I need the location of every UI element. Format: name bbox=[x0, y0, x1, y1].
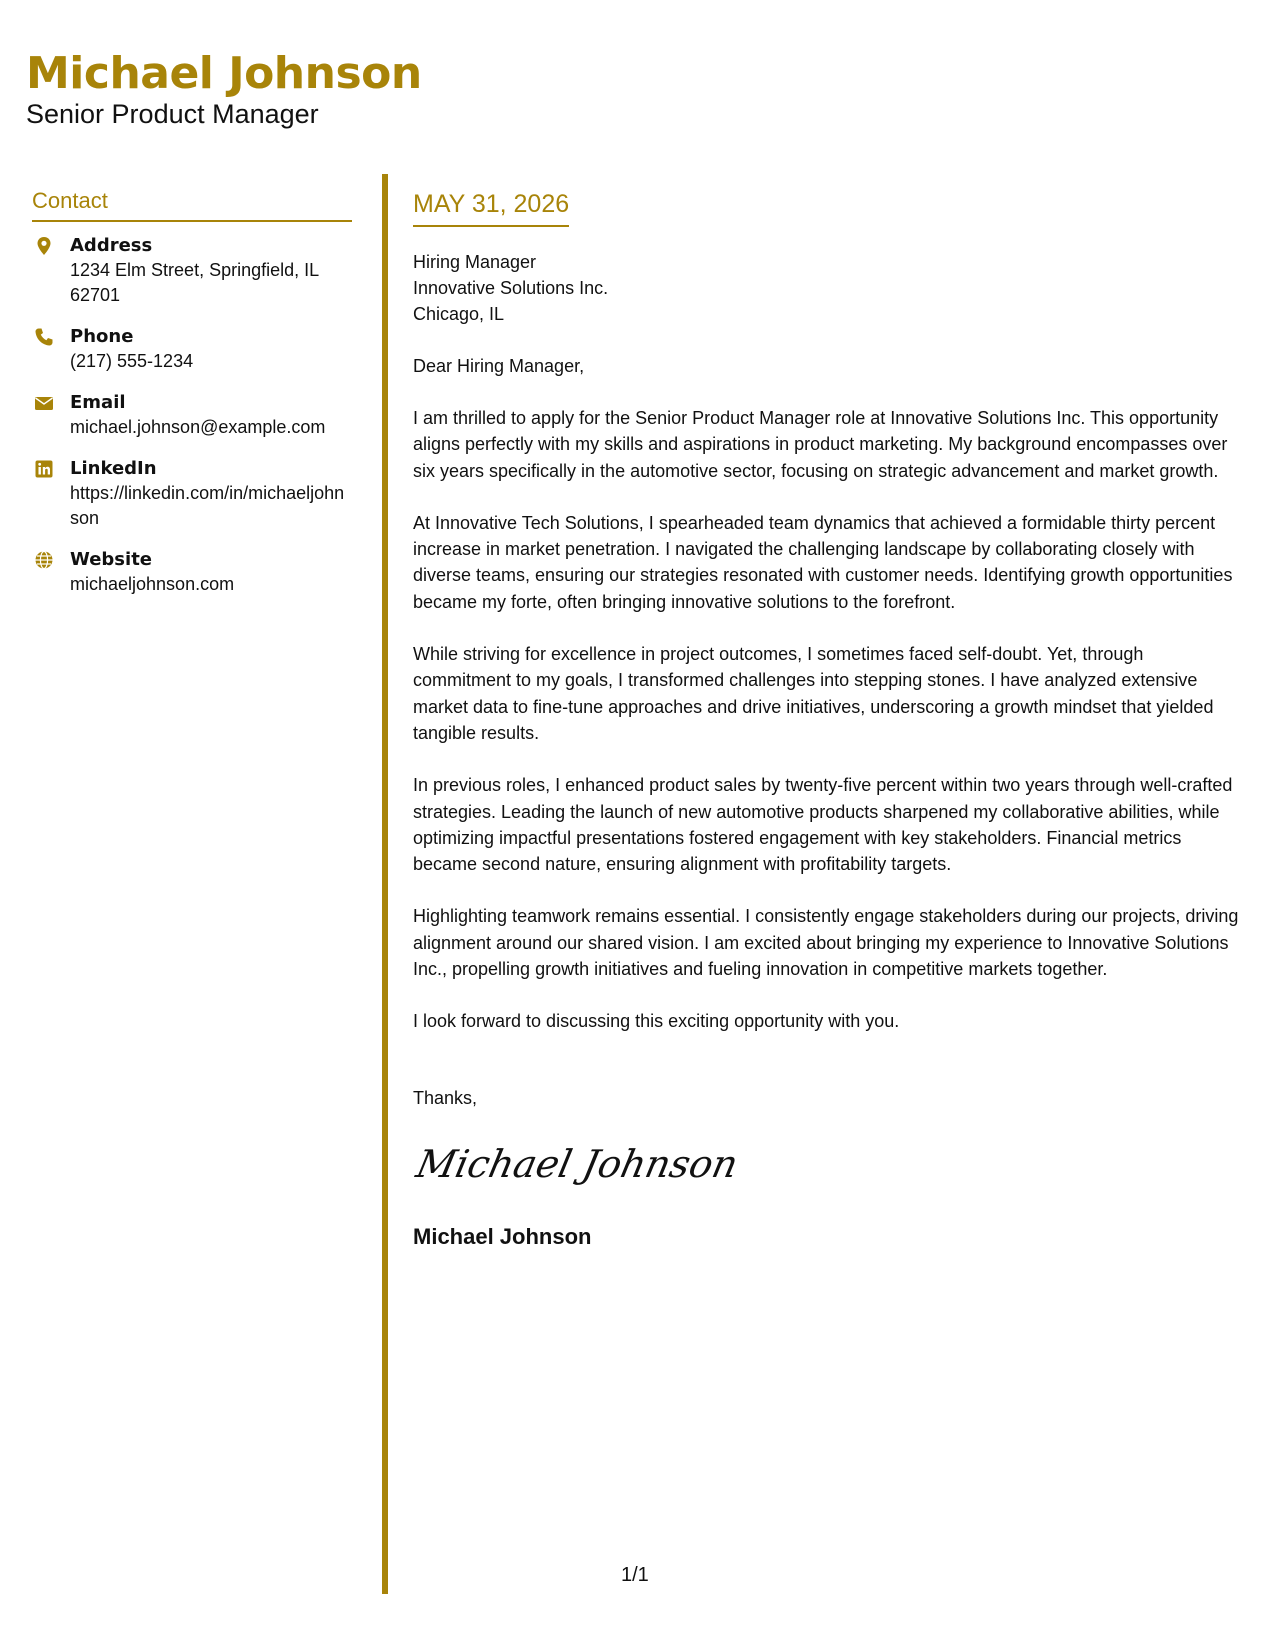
letter-paragraph: I am thrilled to apply for the Senior Product Manager role at Innovative Solutions Inc. This opportunity aligns perfectly with my skills and aspirations in product marketing. My background encompasses over six years specifically in the automotive sector, focusing on strategic advancement and market growth. bbox=[413, 408, 1228, 481]
address-value: 1234 Elm Street, Springfield, IL 62701 bbox=[70, 260, 319, 305]
contact-email bbox=[32, 391, 352, 440]
address-label: Address bbox=[70, 235, 153, 256]
candidate-name: Michael Johnson bbox=[26, 48, 422, 99]
page-number: 1/1 bbox=[621, 1564, 649, 1586]
recipient-line: Chicago, IL bbox=[413, 304, 505, 324]
linkedin-value[interactable]: https://linkedin.com/in/michaeljohnson bbox=[70, 483, 345, 528]
letter-paragraph: While striving for excellence in project outcomes, I sometimes faced self-doubt. Yet, through commitment to my goals, I transformed challenges into stepping stones. I have analyzed extensive market data to fine-tune approaches and drive initiatives, underscoring a growth mindset that yielded tangible results. bbox=[413, 644, 1214, 743]
contact-sidebar bbox=[32, 188, 352, 614]
recipient-line: Innovative Solutions Inc. bbox=[413, 278, 609, 298]
recipient-block bbox=[413, 249, 1243, 327]
linkedin-icon bbox=[34, 459, 54, 479]
linkedin-label: LinkedIn bbox=[70, 458, 157, 479]
website-value[interactable]: michaeljohnson.com bbox=[70, 574, 235, 594]
globe-icon bbox=[34, 550, 54, 570]
letter-paragraph: At Innovative Tech Solutions, I spearheaded team dynamics that achieved a formidable thirty percent increase in market penetration. I navigated the challenging landscape by collaborating closely with diverse teams, ensuring our strategies resonated with customer needs. Identifying growth opportunities became my forte, often bringing innovative solutions to the forefront. bbox=[413, 512, 1233, 612]
contact-address bbox=[32, 234, 352, 308]
envelope-icon bbox=[34, 393, 54, 413]
closing: Thanks, bbox=[413, 1087, 478, 1108]
contact-heading: Contact bbox=[32, 188, 352, 222]
email-value[interactable]: michael.johnson@example.com bbox=[70, 417, 326, 437]
salutation: Dear Hiring Manager, bbox=[413, 356, 585, 376]
phone-icon bbox=[34, 327, 54, 347]
website-label: Website bbox=[70, 549, 153, 570]
handwritten-signature bbox=[412, 1137, 742, 1197]
letter-paragraph: In previous roles, I enhanced product sales by twenty-five percent within two years through well-crafted strategies. Leading the launch of new automotive products sharpened my collaborative abilities, while optimizing impactful presentations fostered engagement with key stakeholders. Financial metrics became second nature, ensuring alignment with profitability targets. bbox=[413, 775, 1233, 875]
email-label: Email bbox=[70, 392, 126, 413]
contact-phone bbox=[32, 325, 352, 374]
contact-website bbox=[32, 548, 352, 597]
letter-paragraph: Highlighting teamwork remains essential. I consistently engage stakeholders during our projects, driving alignment around our shared vision. I am excited about bringing my experience to Innovative Solutions Inc., propelling growth initiatives and fueling innovation in competitive markets together. bbox=[413, 906, 1239, 980]
map-pin-icon bbox=[34, 236, 54, 256]
letter-paragraph: I look forward to discussing this exciting opportunity with you. bbox=[413, 1011, 900, 1032]
candidate-title: Senior Product Manager bbox=[26, 99, 319, 129]
phone-label: Phone bbox=[70, 326, 134, 347]
phone-value[interactable]: (217) 555-1234 bbox=[70, 351, 194, 371]
recipient-line: Hiring Manager bbox=[413, 252, 537, 272]
letter-body bbox=[413, 190, 1243, 1250]
signer-name: Michael Johnson bbox=[413, 1223, 592, 1249]
signature-text: Michael Johnson bbox=[412, 1142, 742, 1187]
letter-date: MAY 31, 2026 bbox=[413, 190, 569, 227]
contact-linkedin bbox=[32, 457, 352, 531]
column-divider bbox=[382, 174, 388, 1594]
